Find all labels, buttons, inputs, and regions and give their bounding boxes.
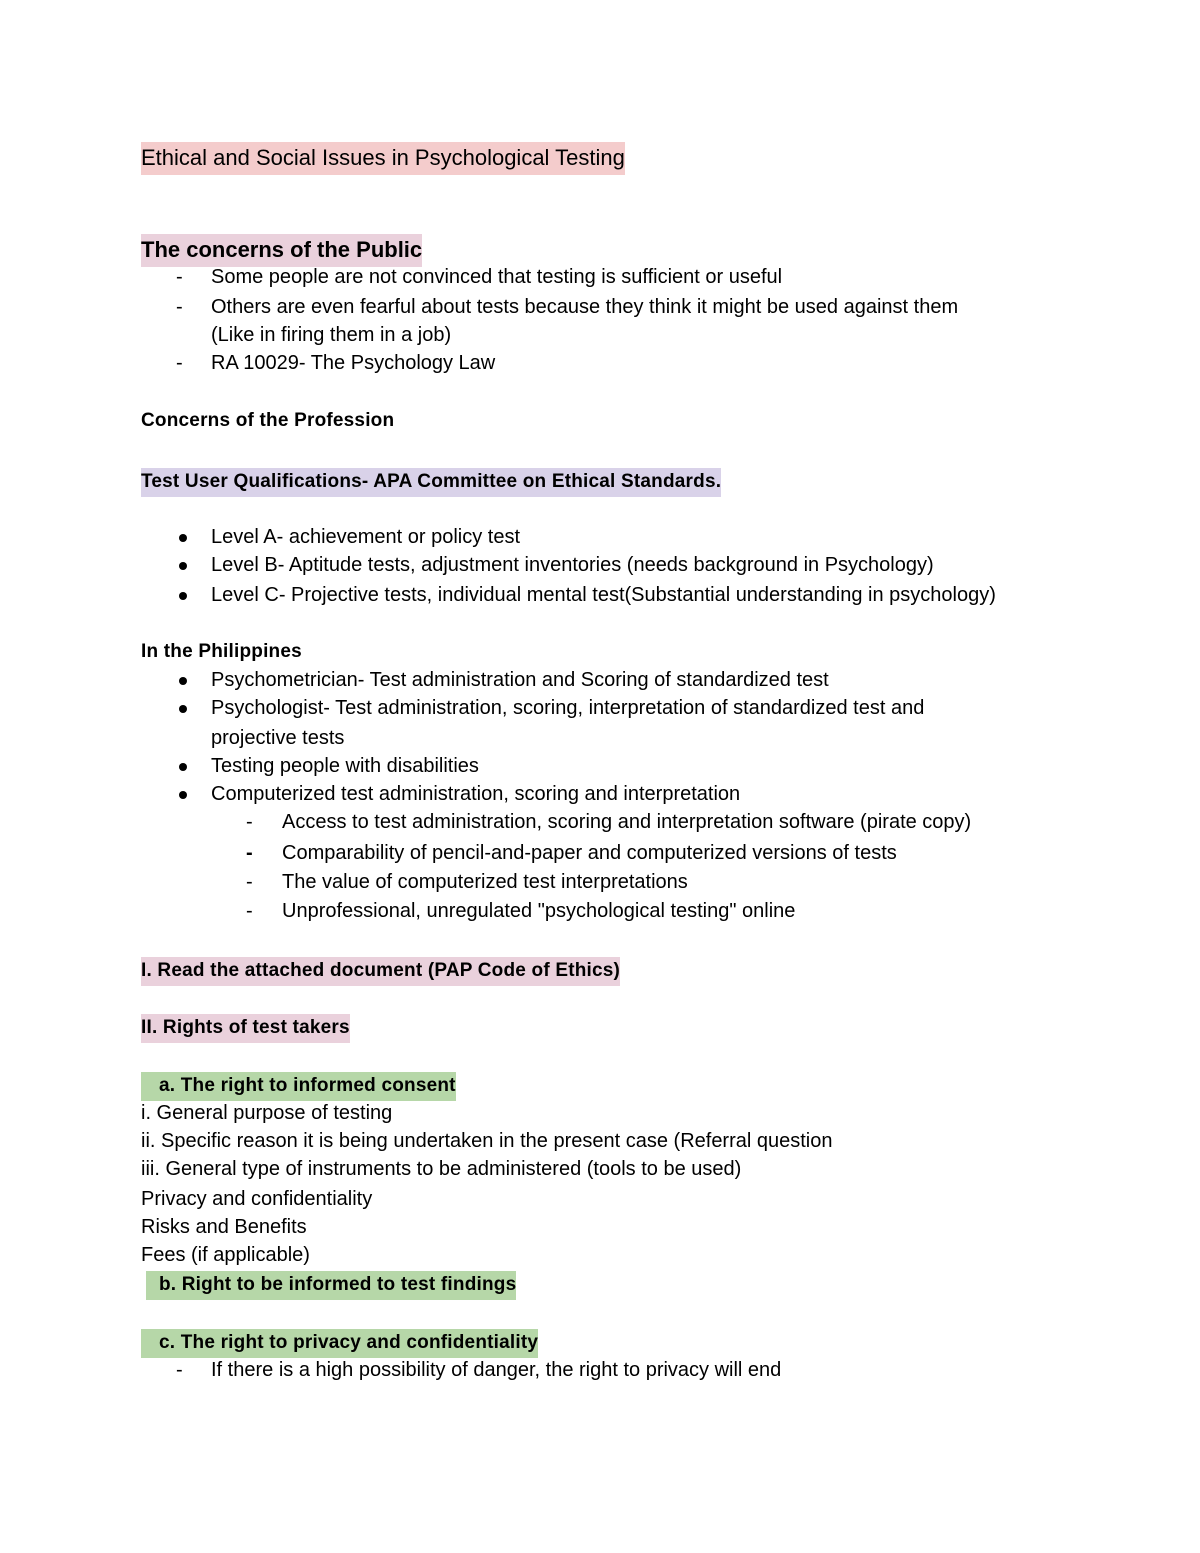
philippines-heading: In the Philippines: [141, 641, 302, 662]
bullet-marker: [179, 592, 187, 600]
list-item: Psychometrician- Test administration and Scoring of standardized test: [211, 669, 829, 691]
sub-list-item: Unprofessional, unregulated "psychological testing" online: [282, 900, 796, 922]
privacy-heading: c. The right to privacy and confidentiality: [141, 1329, 538, 1358]
dash-marker: -: [246, 811, 253, 833]
bullet-marker: [179, 677, 187, 685]
consent-line: i. General purpose of testing: [141, 1102, 393, 1124]
bullet-marker: [179, 705, 187, 713]
list-item: Computerized test administration, scoring and interpretation: [211, 783, 741, 805]
list-item: Some people are not convinced that testing is sufficient or useful: [211, 266, 783, 288]
consent-line: ii. Specific reason it is being undertaken in the present case (Referral question: [141, 1130, 833, 1152]
list-item: RA 10029- The Psychology Law: [211, 352, 496, 374]
list-item: Others are even fearful about tests because they think it might be used against them: [211, 296, 959, 318]
consent-line: Risks and Benefits: [141, 1216, 307, 1238]
sub-list-item: The value of computerized test interpretations: [282, 871, 688, 893]
list-item: Testing people with disabilities: [211, 755, 479, 777]
bullet-marker: [179, 534, 187, 542]
dash-marker: -: [246, 842, 253, 864]
section-one-heading: I. Read the attached document (PAP Code of Ethics): [141, 957, 620, 986]
dash-marker: -: [246, 871, 253, 893]
document-title: Ethical and Social Issues in Psychological Testing: [141, 142, 625, 175]
list-item-continuation: projective tests: [211, 727, 345, 749]
public-heading: The concerns of the Public: [141, 234, 422, 267]
list-item: Psychologist- Test administration, scoring, interpretation of standardized test and: [211, 697, 925, 719]
list-item: Level B- Aptitude tests, adjustment inventories (needs background in Psychology): [211, 554, 934, 576]
bullet-marker: [179, 763, 187, 771]
sub-list-item: Access to test administration, scoring and interpretation software (pirate copy): [282, 811, 972, 833]
consent-heading: a. The right to informed consent: [141, 1072, 456, 1101]
dash-marker: -: [176, 352, 183, 374]
profession-heading: Concerns of the Profession: [141, 410, 395, 431]
sub-list-item: Comparability of pencil-and-paper and computerized versions of tests: [282, 842, 897, 864]
list-item-continuation: (Like in firing them in a job): [211, 324, 452, 346]
dash-marker: -: [246, 900, 253, 922]
bullet-marker: [179, 791, 187, 799]
dash-marker: -: [176, 1359, 183, 1381]
qualifications-heading: Test User Qualifications- APA Committee on Ethical Standards.: [141, 468, 721, 497]
dash-marker: -: [176, 266, 183, 288]
list-item: Level A- achievement or policy test: [211, 526, 521, 548]
dash-marker: -: [176, 296, 183, 318]
consent-line: Fees (if applicable): [141, 1244, 310, 1266]
list-item: Level C- Projective tests, individual mental test(Substantial understanding in psychology): [211, 584, 996, 606]
findings-heading: b. Right to be informed to test findings: [146, 1271, 516, 1300]
consent-line: iii. General type of instruments to be administered (tools to be used): [141, 1158, 742, 1180]
consent-line: Privacy and confidentiality: [141, 1188, 373, 1210]
bullet-marker: [179, 562, 187, 570]
section-two-heading: II. Rights of test takers: [141, 1014, 350, 1043]
list-item: If there is a high possibility of danger, the right to privacy will end: [211, 1359, 782, 1381]
